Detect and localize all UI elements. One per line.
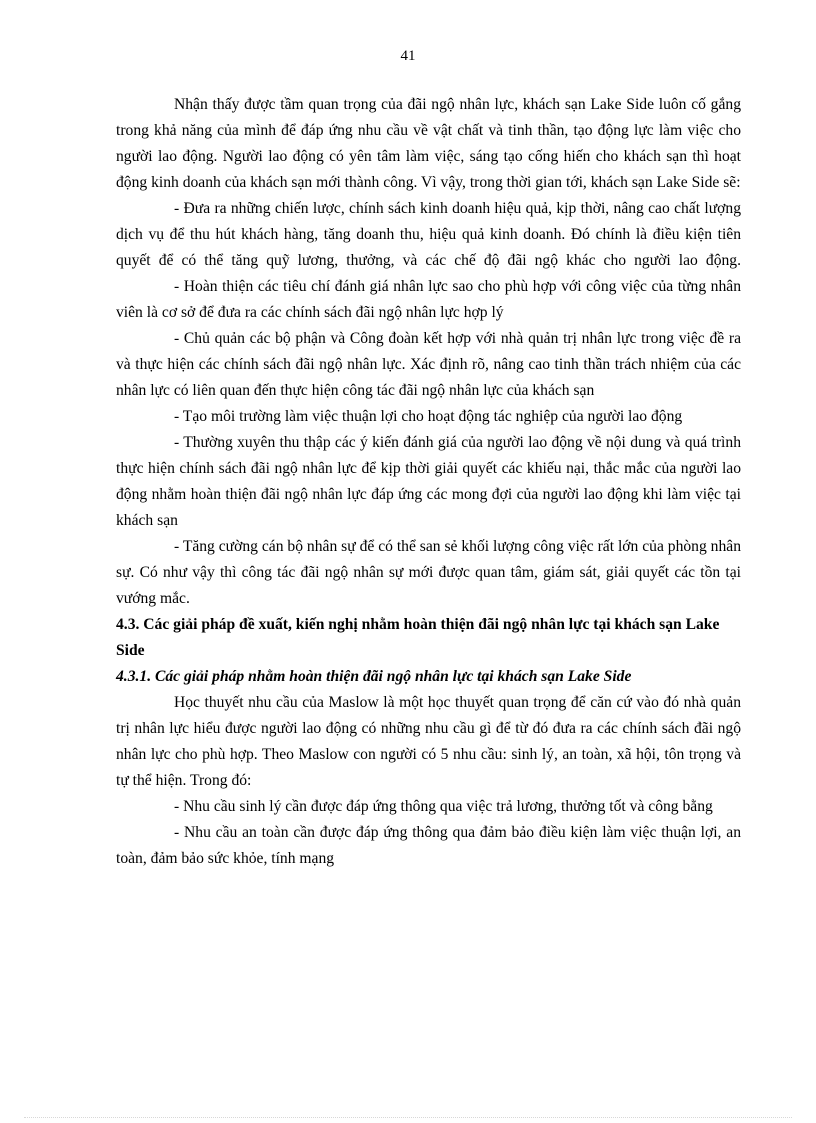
section-heading-4-3: 4.3. Các giải pháp đề xuất, kiến nghị nhằm hoàn thiện đãi ngộ nhân lực tại khách sạn Lake Side	[116, 616, 720, 659]
intro-paragraph: Nhận thấy được tầm quan trọng của đãi ngộ nhân lực, khách sạn Lake Side luôn cố gắng trong khả năng của mình để đáp ứng nhu cầu về vật chất và tinh thần, tạo động lực làm việc cho người lao động. Người lao động có yên tâm làm việc, sáng tạo cống hiến cho khách sạn thì hoạt động kinh doanh của khách sạn mới thành công. Vì vậy, trong thời gian tới, khách sạn Lake Side sẽ:	[116, 96, 741, 191]
document-body	[116, 92, 741, 872]
bullet-physiological: - Nhu cầu sinh lý cần được đáp ứng thông qua việc trả lương, thưởng tốt và công bằng	[174, 798, 713, 815]
maslow-paragraph: Học thuyết nhu cầu của Maslow là một học thuyết quan trọng để căn cứ vào đó nhà quản trị nhân lực hiểu được người lao động có những nhu cầu gì để từ đó đưa ra các chính sách đãi ngộ nhân lực cho phù hợp. Theo Maslow con người có 5 nhu cầu: sinh lý, an toàn, xã hội, tôn trọng và tự thể hiện. Trong đó:	[116, 694, 741, 789]
section-subheading-4-3-1: 4.3.1. Các giải pháp nhằm hoàn thiện đãi ngộ nhân lực tại khách sạn Lake Side	[116, 668, 632, 685]
bullet-staff: - Tăng cường cán bộ nhân sự để có thể san sẻ khối lượng công việc rất lớn của phòng nhân sự. Có như vậy thì công tác đãi ngộ nhân sự mới được quan tâm, giám sát, giải quyết các tồn tại vướng mắc.	[116, 538, 741, 607]
bullet-criteria: - Hoàn thiện các tiêu chí đánh giá nhân lực sao cho phù hợp với công việc của từng nhân viên là cơ sở để đưa ra các chính sách đãi ngộ nhân lực hợp lý	[116, 278, 741, 321]
bullet-union: - Chủ quản các bộ phận và Công đoàn kết hợp với nhà quản trị nhân lực trong việc đề ra và thực hiện các chính sách đãi ngộ nhân lực. Xác định rõ, nâng cao tinh thần trách nhiệm của các nhân lực có liên quan đến thực hiện công tác đãi ngộ nhân lực của khách sạn	[116, 330, 741, 399]
bullet-environment: - Tạo môi trường làm việc thuận lợi cho hoạt động tác nghiệp của người lao động	[174, 408, 683, 425]
page-bottom-rule	[24, 1117, 792, 1118]
bullet-feedback: - Thường xuyên thu thập các ý kiến đánh giá của người lao động về nội dung và quá trình thực hiện chính sách đãi ngộ nhân lực để kịp thời giải quyết các khiếu nại, thắc mắc của người lao động nhằm hoàn thiện đãi ngộ nhân lực đáp ứng các mong đợi của người lao động khi làm việc tại khách sạn	[116, 434, 741, 529]
bullet-strategy: - Đưa ra những chiến lược, chính sách kinh doanh hiệu quả, kịp thời, nâng cao chất lượng dịch vụ để thu hút khách hàng, tăng doanh thu, hiệu quả kinh doanh. Đó chính là điều kiện tiên quyết để có thể tăng quỹ lương, thưởng, và các chế độ đãi ngộ khác cho người lao động.	[116, 200, 741, 269]
bullet-safety: - Nhu cầu an toàn cần được đáp ứng thông qua đảm bảo điều kiện làm việc thuận lợi, an toàn, đảm bảo sức khỏe, tính mạng	[116, 824, 741, 867]
page-number: 41	[400, 48, 416, 64]
